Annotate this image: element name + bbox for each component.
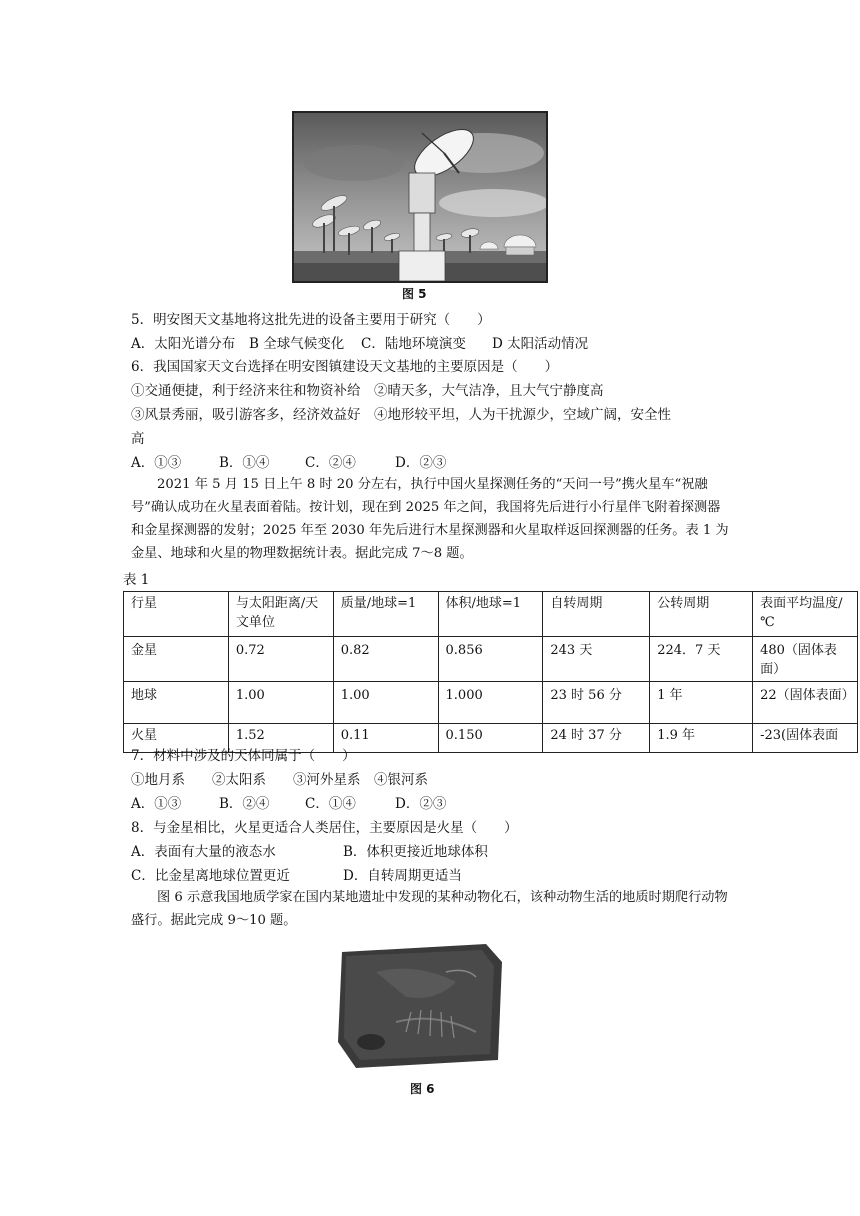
question-6-stem: 6．我国国家天文台选择在明安图镇建设天文基地的主要原因是（ ） <box>131 359 559 375</box>
table-header-cell: 公转周期 <box>650 592 753 637</box>
question-6-options <box>131 453 446 473</box>
table-cell: -23(固体表面 <box>753 724 858 753</box>
q5-option-c[interactable]: C．陆地环境演变 <box>361 336 466 352</box>
q8-option-a[interactable]: A．表面有大量的液态水 <box>131 844 276 860</box>
figure-5-photo <box>292 111 548 283</box>
table-header-cell: 体积/地球=1 <box>438 592 543 637</box>
table-cell: 金星 <box>124 637 229 682</box>
q5-option-a[interactable]: A．太阳光谱分布 <box>131 336 236 352</box>
table-cell: 1.52 <box>228 724 333 753</box>
question-7-options <box>131 794 446 814</box>
figure-6-photo <box>336 942 506 1070</box>
q6-option-c[interactable]: C．②④ <box>305 455 356 471</box>
table-cell: 23 时 56 分 <box>543 682 650 724</box>
table-header-cell: 质量/地球=1 <box>333 592 438 637</box>
table-row <box>124 682 858 724</box>
table-cell: 0.11 <box>333 724 438 753</box>
table-header-cell: 自转周期 <box>543 592 650 637</box>
question-5-stem: 5．明安图天文基地将这批先进的设备主要用于研究（ ） <box>131 312 491 328</box>
material-paragraph: 2021 年 5 月 15 日上午 8 时 20 分左右，执行中国火星探测任务的“天问一号”携火星车“祝融号”确认成功在火星表面着陆。按计划，现在到 2025 年之间，我国将先后进行小行星伴飞附着探测器和金星探测器的发射；2025 年至 2030 年先后进行木星探测器和火星取样返回探测器的任务。表 1 为金星、地球和火星的物理数据统计表。据此完成 7～8 题。 <box>131 477 729 561</box>
question-8-options-row-2 <box>131 866 462 886</box>
table-cell: 1 年 <box>650 682 753 724</box>
q5-option-d[interactable]: D 太阳活动情况 <box>492 336 589 352</box>
q7-option-d[interactable]: D．②③ <box>395 796 447 812</box>
table-row <box>124 637 858 682</box>
table-header-cell: 与太阳距离/天文单位 <box>228 592 333 637</box>
table-cell: 火星 <box>124 724 229 753</box>
table-header-cell: 表面平均温度/℃ <box>753 592 858 637</box>
material-2-paragraph: 图 6 示意我国地质学家在国内某地遗址中发现的某种动物化石，该种动物生活的地质时期爬行动物盛行。据此完成 9～10 题。 <box>131 890 728 928</box>
q7-option-a[interactable]: A．①③ <box>131 796 182 812</box>
table-cell: 243 天 <box>543 637 650 682</box>
table-cell: 地球 <box>124 682 229 724</box>
q5-option-b[interactable]: B 全球气候变化 <box>249 336 345 352</box>
question-6-choice-line-1: ①交通便捷，利于经济来往和物资补给 ②晴天多，大气洁净，且大气宁静度高 <box>131 383 604 399</box>
question-7-stem: 7．材料中涉及的天体同属于（ ） <box>131 748 356 764</box>
table-cell: 0.72 <box>228 637 333 682</box>
q7-option-c[interactable]: C．①④ <box>305 796 356 812</box>
figure-5-caption: 图 5 <box>402 287 427 301</box>
question-6-choice-line-2: ③风景秀丽，吸引游客多，经济效益好 ④地形较平坦，人为干扰源少，空域广阔，安全性 <box>131 407 671 423</box>
radio-telescope-illustration <box>294 113 546 281</box>
table-cell: 1.000 <box>438 682 543 724</box>
table-cell: 0.150 <box>438 724 543 753</box>
table-cell: 1.00 <box>333 682 438 724</box>
table-header-row <box>124 592 858 637</box>
q8-option-d[interactable]: D．自转周期更适当 <box>343 868 462 884</box>
figure-6-caption: 图 6 <box>410 1082 435 1096</box>
question-8-options-row-1 <box>131 842 488 862</box>
q8-option-c[interactable]: C．比金星离地球位置更近 <box>131 868 290 884</box>
table-cell: 0.856 <box>438 637 543 682</box>
table-1 <box>123 591 858 753</box>
table-cell: 224．7 天 <box>650 637 753 682</box>
table-cell: 480（固体表面） <box>753 637 858 682</box>
question-7-choice-line: ①地月系 ②太阳系 ③河外星系 ④银河系 <box>131 772 428 788</box>
question-5-options <box>131 334 588 354</box>
table-cell: 1.00 <box>228 682 333 724</box>
q8-option-b[interactable]: B．体积更接近地球体积 <box>343 844 488 860</box>
q6-option-d[interactable]: D．②③ <box>395 455 447 471</box>
table-1-label: 表 1 <box>123 572 150 588</box>
q7-option-b[interactable]: B．②④ <box>219 796 270 812</box>
q6-option-b[interactable]: B．①④ <box>219 455 270 471</box>
table-cell: 1.9 年 <box>650 724 753 753</box>
table-cell: 0.82 <box>333 637 438 682</box>
table-cell: 22（固体表面） <box>753 682 858 724</box>
table-cell: 24 时 37 分 <box>543 724 650 753</box>
table-header-cell: 行星 <box>124 592 229 637</box>
question-8-stem: 8．与金星相比，火星更适合人类居住，主要原因是火星（ ） <box>131 820 518 836</box>
question-6-choice-line-3: 高 <box>131 431 145 447</box>
fossil-illustration <box>336 942 506 1070</box>
q6-option-a[interactable]: A．①③ <box>131 455 182 471</box>
